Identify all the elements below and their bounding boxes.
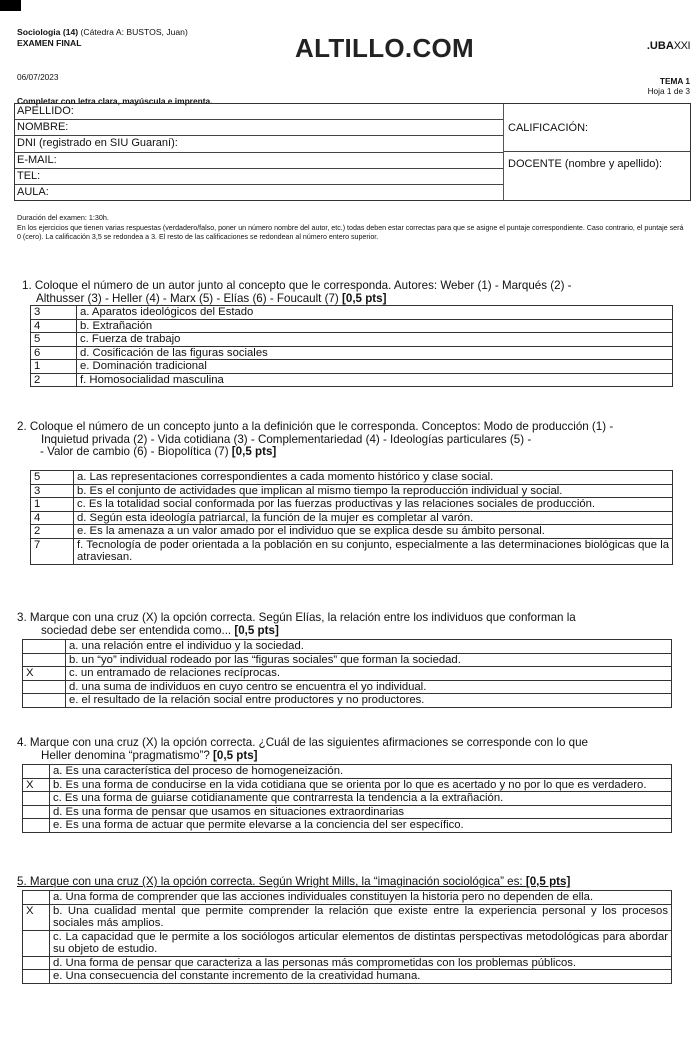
answer-cell[interactable]	[23, 805, 50, 819]
answer-cell[interactable]: 3	[31, 306, 77, 320]
question-1	[22, 280, 692, 305]
question-5-table	[22, 890, 672, 984]
option-text: b. Es una forma de conducirse en la vida cotidiana que se orienta por lo que es acertado y no por lo que es verdadero.	[50, 778, 672, 792]
answer-cell[interactable]	[23, 680, 66, 694]
exam-date: 06/07/2023	[17, 72, 59, 82]
option-text: a. Aparatos ideológicos del Estado	[77, 306, 673, 320]
table-row	[23, 778, 672, 792]
question-text-cont: Heller denomina “pragmatismo”?	[41, 748, 214, 762]
answer-cell[interactable]: 2	[31, 373, 77, 387]
option-text: e. Una consecuencia del constante incremento de la creatividad humana.	[50, 970, 672, 984]
question-number: 4.	[17, 736, 27, 749]
table-row	[31, 511, 673, 525]
option-text: c. Fuerza de trabajo	[77, 333, 673, 347]
question-number: 1.	[22, 279, 32, 292]
question-2-table	[30, 470, 673, 565]
answer-cell[interactable]: 3	[31, 484, 74, 498]
question-5	[17, 876, 693, 889]
hoja-label: Hoja 1 de 3	[647, 86, 690, 96]
option-text: b. Una cualidad mental que permite comprender la relación que existe entre la experiencia personal y los procesos sociales más amplios.	[50, 904, 672, 930]
answer-cell[interactable]: 2	[31, 525, 74, 539]
table-row	[23, 904, 672, 930]
student-fields	[15, 104, 504, 200]
question-points: [0,5 pts]	[213, 748, 258, 762]
answer-cell[interactable]: X	[23, 667, 66, 681]
answer-cell[interactable]	[23, 694, 66, 708]
table-row	[23, 694, 672, 708]
question-number: 3.	[17, 611, 27, 624]
question-text-cont2: - Valor de cambio (6) - Biopolítica (7)	[40, 445, 232, 458]
question-text-cont: sociedad debe ser entendida como...	[41, 623, 235, 637]
question-points: [0,5 pts]	[342, 291, 387, 305]
brand-logo: ALTILLO.COM	[295, 33, 475, 63]
table-row	[23, 930, 672, 956]
answer-cell[interactable]: 6	[31, 346, 77, 360]
option-text: c. un entramado de relaciones recíprocas.	[66, 667, 672, 681]
table-row	[31, 525, 673, 539]
table-row	[23, 956, 672, 970]
table-row	[23, 792, 672, 806]
question-text: Marque con una cruz (X) la opción correcta. ¿Cuál de las siguientes afirmaciones se corresponde con lo que	[29, 736, 588, 749]
option-text: b. Es el conjunto de actividades que implican al mismo tiempo la reproducción individual y social.	[74, 484, 673, 498]
exam-duration: Duración del examen: 1:30h.	[17, 213, 109, 222]
question-points: [0,5 pts]	[525, 875, 571, 888]
table-row	[31, 498, 673, 512]
option-text: e. Es la amenaza a un valor amado por el individuo que se explica desde su ámbito personal.	[74, 525, 673, 539]
option-text: c. La capacidad que le permite a los sociólogos articular elementos de distintas perspectivas metodológicas para abordar su objeto de estudio.	[50, 930, 672, 956]
table-row	[23, 819, 672, 833]
answer-cell[interactable]	[23, 891, 50, 905]
table-row	[23, 680, 672, 694]
question-text: Marque con una cruz (X) la opción correcta. Según Wright Mills, la “imaginación sociológica” es:	[29, 875, 526, 888]
question-3	[17, 612, 693, 637]
question-4-table	[22, 764, 672, 833]
course-header	[17, 27, 188, 49]
page-corner-marker	[0, 0, 21, 11]
option-text: d. Es una forma de pensar que usamos en situaciones extraordinarias	[50, 805, 672, 819]
answer-cell[interactable]: 4	[31, 511, 74, 525]
table-row	[23, 640, 672, 654]
answer-cell[interactable]	[23, 819, 50, 833]
option-text: f. Tecnología de poder orientada a la población en su conjunto, especialmente a las determinaciones biológicas que la atraviesan.	[74, 538, 673, 564]
answer-cell[interactable]: 5	[31, 333, 77, 347]
question-4	[17, 737, 693, 762]
table-row	[31, 319, 673, 333]
subject-chair: (Cátedra A: BUSTOS, Juan)	[78, 27, 188, 37]
student-id-form	[14, 103, 691, 201]
tema-block	[648, 76, 690, 96]
tema-label: TEMA 1	[659, 76, 690, 86]
field-dni[interactable]: DNI (registrado en SIU Guaraní):	[15, 136, 503, 152]
field-docente[interactable]: DOCENTE (nombre y apellido):	[508, 158, 663, 170]
question-number: 2.	[17, 420, 27, 433]
answer-cell[interactable]	[23, 970, 50, 984]
question-1-table	[30, 305, 673, 387]
grading-rules: En los ejercicios que tienen varias respuestas (verdadero/falso, poner un número nombre del autor, etc.) todas deben estar correctas para que se asigne el puntaje correspondiente. Caso contrario, el puntaje será 0 (cero). La calificación 3,5 se redondea a 3. El resto de las calificaciones se redondean al número entero superior.	[17, 224, 684, 241]
table-row	[31, 333, 673, 347]
question-text: Coloque el número de un concepto junto a la definición que le corresponda. Conceptos: Modo de producción (1) -	[29, 420, 614, 433]
answer-cell[interactable]	[23, 765, 50, 779]
option-text: d. Una forma de pensar que caracteriza a las personas más comprometidas con los problemas públicos.	[50, 956, 672, 970]
answer-cell[interactable]: 5	[31, 471, 74, 485]
field-tel[interactable]: TEL:	[15, 169, 503, 185]
question-number: 5.	[17, 875, 27, 888]
answer-cell[interactable]: 1	[31, 498, 74, 512]
table-row	[23, 891, 672, 905]
table-row	[31, 373, 673, 387]
answer-cell[interactable]: 7	[31, 538, 74, 564]
table-row	[31, 360, 673, 374]
option-text: a. Es una característica del proceso de homogeneización.	[50, 765, 672, 779]
field-calificacion[interactable]: CALIFICACIÓN:	[504, 104, 690, 152]
table-row	[23, 667, 672, 681]
answer-cell[interactable]: 4	[31, 319, 77, 333]
answer-cell[interactable]: X	[23, 778, 50, 792]
question-text: Coloque el número de un autor junto al concepto que le corresponda. Autores: Weber (1) - Marqués (2) -	[34, 279, 572, 292]
table-row	[31, 484, 673, 498]
subject-name: Sociologia (14)	[17, 27, 79, 37]
answer-cell[interactable]	[23, 653, 66, 667]
table-row	[23, 970, 672, 984]
table-row	[31, 346, 673, 360]
option-text: a. Una forma de comprender que las acciones individuales constituyen la historia pero no dependen de ella.	[50, 891, 672, 905]
table-row	[31, 306, 673, 320]
answer-cell[interactable]	[23, 930, 50, 956]
option-text: c. Es una forma de guiarse cotidianamente que contrarresta la tendencia a la extrañación.	[50, 792, 672, 806]
option-text: e. Es una forma de actuar que permite elevarse a la conciencia del ser específico.	[50, 819, 672, 833]
option-text: e. el resultado de la relación social entre productores y no productores.	[66, 694, 672, 708]
question-text-cont: Althusser (3) - Heller (4) - Marx (5) - Elías (6) - Foucault (7)	[36, 291, 343, 305]
question-2	[17, 421, 693, 459]
option-text: a. Las representaciones correspondientes a cada momento histórico y clase social.	[74, 471, 673, 485]
question-text-cont: Inquietud privada (2) - Vida cotidiana (3) - Complementariedad (4) - Ideologías particulares (5) -	[41, 432, 532, 446]
question-text: Marque con una cruz (X) la opción correcta. Según Elías, la relación entre los individuos que conforman la	[29, 611, 576, 624]
answer-cell[interactable]	[23, 640, 66, 654]
answer-cell[interactable]	[23, 792, 50, 806]
question-points: [0,5 pts]	[231, 445, 277, 458]
table-row	[31, 538, 673, 564]
uba-logo	[647, 40, 690, 52]
question-3-table	[22, 639, 672, 708]
field-aula[interactable]: AULA:	[17, 185, 49, 198]
table-row	[23, 805, 672, 819]
grading-fields	[504, 104, 690, 200]
option-text: b. un “yo” individual rodeado por las “figuras sociales” que forman la sociedad.	[66, 653, 672, 667]
exam-type: EXAMEN FINAL	[17, 38, 82, 48]
uba-text: .UBA	[646, 40, 674, 52]
option-text: d. una suma de individuos en cuyo centro se encuentra el yo individual.	[66, 680, 672, 694]
option-text: d. Según esta ideología patriarcal, la función de la mujer es completar al varón.	[74, 511, 673, 525]
option-text: f. Homosocialidad masculina	[77, 373, 673, 387]
field-nombre[interactable]: NOMBRE:	[15, 120, 503, 136]
answer-cell[interactable]	[23, 956, 50, 970]
question-points: [0,5 pts]	[234, 623, 279, 637]
uba-xxi-text: XXI	[673, 40, 690, 52]
option-text: b. Extrañación	[77, 319, 673, 333]
answer-cell[interactable]: 1	[31, 360, 77, 374]
option-text: a. una relación entre el individuo y la sociedad.	[66, 640, 672, 654]
form-instruction: Completar con letra clara, mayúscula e imprenta.	[17, 96, 213, 106]
field-email[interactable]: E-MAIL:	[15, 153, 503, 169]
field-apellido[interactable]: APELLIDO:	[15, 104, 503, 120]
table-row	[23, 653, 672, 667]
table-row	[31, 471, 673, 485]
table-row	[23, 765, 672, 779]
option-text: c. Es la totalidad social conformada por las fuerzas productivas y las relaciones sociales de producción.	[74, 498, 673, 512]
option-text: e. Dominación tradicional	[77, 360, 673, 374]
answer-cell[interactable]: X	[23, 904, 50, 930]
option-text: d. Cosificación de las figuras sociales	[77, 346, 673, 360]
